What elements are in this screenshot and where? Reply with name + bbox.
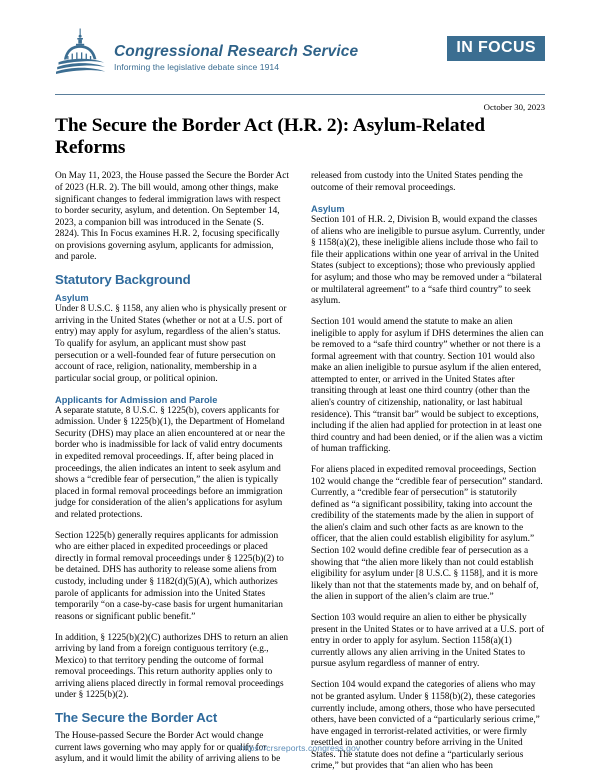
left-column: [55, 171, 289, 772]
brand-name: Congressional Research Service: [114, 42, 359, 60]
article-columns: [55, 171, 545, 772]
secure-border-act-paragraph: The House-passed Secure the Border Act would change current laws governing who may apply for or qualify for asylum, and it would limit the ability of arriving aliens to be: [55, 731, 281, 765]
subsection-heading-applicants-admission-parole: Applicants for Admission and Parole: [55, 394, 218, 405]
applicants-paragraph-2: Section 1225(b) generally requires applicants for admission who are either placed in expedited proceedings or placed directly in formal removal proceedings under § 1225(b)(2) to be detained. DHS has authority to release some aliens from custody, including under § 1182(d)(5)(A), which authorizes parole of applicants for admission into the United States temporarily “on a case-by-case basis for urgent humanitarian reasons or significant public benefit.”: [55, 530, 284, 622]
continuation-paragraph: released from custody into the United States pending the outcome of their removal proceedings.: [311, 171, 523, 194]
section-101-paragraph-2: Section 101 would amend the statute to make an alien ineligible to apply for asylum if DHS determines the alien can be removed to a “safe third country” whether or not there is a formal agreement with that country. Section 101 would also make an alien ineligible to pursue asylum if the alien entered, attempted to enter, or arrived in the United States after transiting through at least one third country (other than the alien's country of citizenship, nationality, or last habitual residence). This “transit bar” would be subject to exceptions, including if the alien had applied for protection in at least one third country and had been denied, or if the alien was a victim of human trafficking.: [311, 317, 544, 455]
in-focus-badge: IN FOCUS: [447, 36, 545, 61]
section-102-paragraph: For aliens placed in expedited removal proceedings, Section 102 would change the “credible fear of persecution” standard. Currently, a “credible fear of persecution” is statutorily defined as “a significant possibility, taking into account the credibility of the statements made by the alien in support of the alien's claim and such other facts as are known to the officer, that the alien could establish eligibility for asylum.” Section 102 would define credible fear of persecution as a showing that “the alien more likely than not could establish eligibility for asylum under [8 U.S.C. § 1158], and it is more likely than not that the statements made by, and on behalf of, the alien in support of the alien’s claim are true.”: [311, 465, 543, 603]
publication-date: October 30, 2023: [483, 102, 545, 112]
intro-paragraph: On May 11, 2023, the House passed the Secure the Border Act of 2023 (H.R. 2). The bill would, among other things, make significant changes to federal immigration laws with respect to border security, asylum, and detention. On September 14, 2023, a companion bill was introduced in the Senate (S. 2824). This In Focus examines H.R. 2, focusing specifically on provisions governing asylum, applicants for admission, and parole.: [55, 171, 289, 263]
section-104-paragraph: Section 104 would expand the categories of aliens who may not be granted asylum. Under § 1158(b)(2), these categories currently include, among others, those who have persecuted others, have been convicted of a “particularly serious crime,” have engaged in terrorist-related activities, or were firmly resettled in another country before arriving in the United States. The statute does not define a “particularly serious crime,” but provides that “an alien who has been: [311, 680, 540, 772]
subsection-heading-asylum-reforms: Asylum: [311, 204, 345, 215]
section-101-paragraph-1: Section 101 of H.R. 2, Division B, would expand the classes of aliens who are ineligible to pursue asylum. Currently, under § 1158(a)(2), these ineligible aliens include those who fail to file their applications within one year of arrival in the United States (subject to exceptions); those who previously applied for asylum; and those who may be removed under a “bilateral or multilateral agreement” to a “safe third country” to seek asylum.: [311, 215, 545, 307]
section-103-paragraph: Section 103 would require an alien to either be physically present in the United States or to have arrived at a U.S. port of entry in order to apply for asylum. Section 1158(a)(1) currently allows any alien arriving in the United States to pursue asylum regardless of manner of entry.: [311, 613, 545, 670]
crs-brand: [55, 26, 358, 74]
right-column: [311, 171, 545, 772]
section-heading-secure-the-border-act: The Secure the Border Act: [55, 710, 218, 726]
applicants-paragraph-1: A separate statute, 8 U.S.C. § 1225(b), covers applicants for admission. Under § 1225(b)(1), the Department of Homeland Security (DHS) may place an alien encountered at or near the border who is inadmissible for lack of valid entry documents in expedited removal proceedings. If, after being placed in proceedings, the alien indicates an intent to seek asylum and shows a “credible fear of persecution,” the alien is typically placed in formal removal proceedings before an immigration judge for consideration of the alien’s applications for asylum and related protections.: [55, 405, 285, 520]
crs-reports-link[interactable]: https://crsreports.congress.gov: [239, 743, 361, 753]
asylum-paragraph: Under 8 U.S.C. § 1158, any alien who is physically present or arriving in the United States (whether or not at a U.S. port of entry) may apply for asylum, regardless of the alien’s status. To qualify for asylum, an applicant must show past persecution or a well-founded fear of future persecution on account of race, religion, nationality, membership in a particular social group, or political opinion.: [55, 304, 287, 384]
brand-text-block: [114, 44, 358, 74]
subsection-heading-asylum: Asylum: [55, 293, 89, 304]
capitol-dome-icon: [55, 28, 107, 76]
section-heading-statutory-background: Statutory Background: [55, 272, 191, 288]
applicants-paragraph-3: In addition, § 1225(b)(2)(C) authorizes DHS to return an alien arriving by land from a foreign contiguous territory (e.g., Mexico) to that territory pending the outcome of formal removal proceedings. This return authority applies only to arriving aliens placed directly in formal removal proceedings under § 1225(b)(2).: [55, 632, 289, 701]
footer: [0, 738, 600, 756]
header-divider: [55, 94, 545, 95]
masthead: [55, 0, 545, 88]
brand-tagline: Informing the legislative debate since 1914: [114, 62, 280, 72]
page-title: The Secure the Border Act (H.R. 2): Asylum-Related Reforms: [55, 115, 485, 158]
